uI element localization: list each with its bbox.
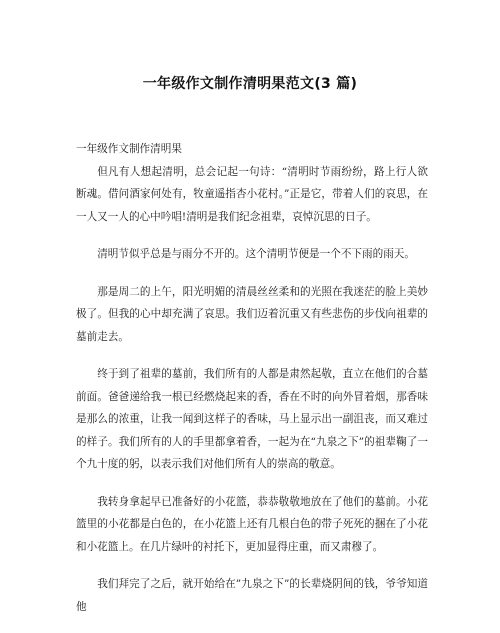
document-body <box>76 138 428 633</box>
paragraph-4: 终于到了祖辈的墓前，我们所有的人都是肃然起敬，直立在他们的合墓前面。爸爸递给我一根已经燃烧起来的香，香在不时的向外冒着烟，那香味是那么的浓重，让我一闻到这样子的香味，马上显示出一副沮丧，而又难过的样子。我们所有的人的手里都拿着香，一起为在“九泉之下”的祖辈鞠了一个九十度的躬，以表示我们对他们所有人的崇高的敬意。 <box>76 368 428 470</box>
paragraph-1: 但凡有人想起清明，总会记起一句诗：“清明时节雨纷纷，路上行人欲断魂。借问酒家何处有，牧童遥指杏小花村。”正是它，带着人们的哀思，在一人又一人的心中吟唱!清明是我们纪念祖辈，哀悼沉思的日子。 <box>76 165 428 223</box>
paragraph-3: 那是周二的上午，阳光明媚的清晨丝丝柔和的光照在我迷茫的脸上美妙极了。但我的心中却充满了哀思。我们迈着沉重又有些悲伤的步伐向祖辈的墓前走去。 <box>76 285 428 343</box>
paragraph-6: 我们拜完了之后，就开始给在”九泉之下”的长辈烧阴间的钱，爷爷知道他 <box>76 578 428 613</box>
paragraph-5: 我转身拿起早已准备好的小花篮，恭恭敬敬地放在了他们的墓前。小花篮里的小花都是白色的，在小花篮上还有几根白色的带子死死的捆在了小花和小花篮上。在几片绿叶的衬托下，更加显得庄重，而又肃穆了。 <box>76 495 428 553</box>
section-heading: 一年级作文制作清明果 <box>76 143 182 155</box>
paragraph-2: 清明节似乎总是与雨分不开的。这个清明节便是一个不下雨的雨天。 <box>97 248 415 260</box>
document-title: 一年级作文制作清明果范文(3 篇) <box>142 76 358 92</box>
